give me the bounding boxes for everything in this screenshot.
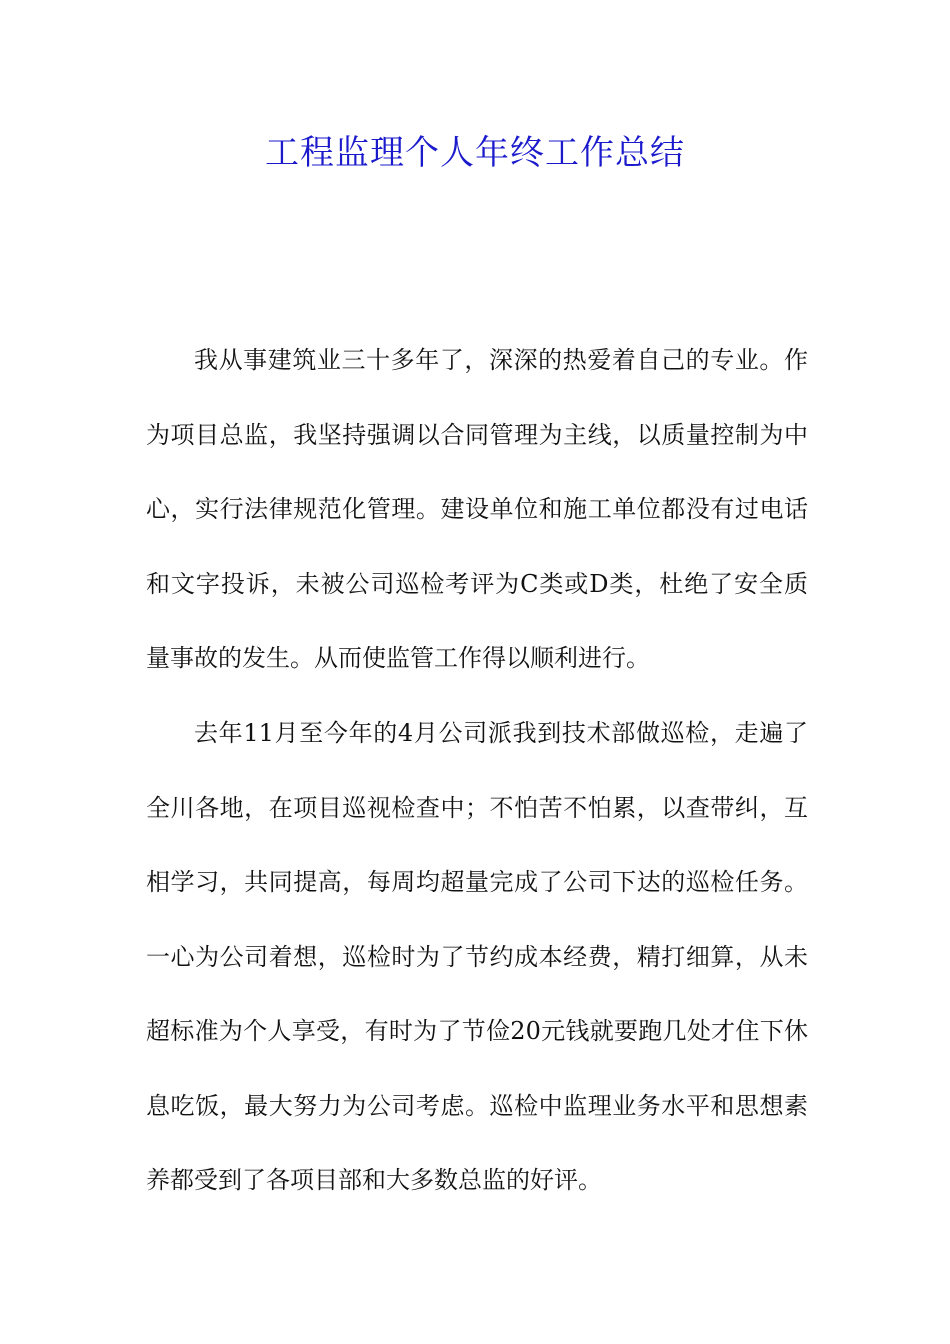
paragraph-line: 养都受到了各项目部和大多数总监的好评。 [146, 1166, 602, 1194]
paragraph-line: 量事故的发生。从而使监管工作得以顺利进行。 [146, 644, 650, 672]
paragraph-line: 心，实行法律规范化管理。建设单位和施工单位都没有过电话 [146, 495, 808, 523]
paragraph-line: 全川各地，在项目巡视检查中；不怕苦不怕累，以查带纠，互 [146, 793, 808, 822]
paragraph-line: 一心为公司着想，巡检时为了节约成本经费，精打细算，从未 [146, 942, 808, 971]
paragraph-line: 和文字投诉，未被公司巡检考评为C类或D类，杜绝了安全质 [146, 569, 808, 598]
paragraph-line: 息吃饭，最大努力为公司考虑。巡检中监理业务水平和思想素 [146, 1091, 808, 1120]
paragraph-1 [146, 340, 808, 713]
paragraph-2 [146, 713, 808, 1235]
paragraph-line: 为项目总监，我坚持强调以合同管理为主线，以质量控制为中 [146, 420, 808, 449]
document-title: 工程监理个人年终工作总结 [265, 133, 685, 173]
paragraph-line: 超标准为个人享受，有时为了节俭20元钱就要跑几处才住下休 [146, 1017, 808, 1045]
paragraph-line: 去年11月至今年的4月公司派我到技术部做巡检，走遍了 [194, 719, 808, 747]
paragraph-line: 相学习，共同提高，每周均超量完成了公司下达的巡检任务。 [146, 868, 808, 896]
paragraph-line: 我从事建筑业三十多年了，深深的热爱着自己的专业。作 [194, 346, 808, 374]
